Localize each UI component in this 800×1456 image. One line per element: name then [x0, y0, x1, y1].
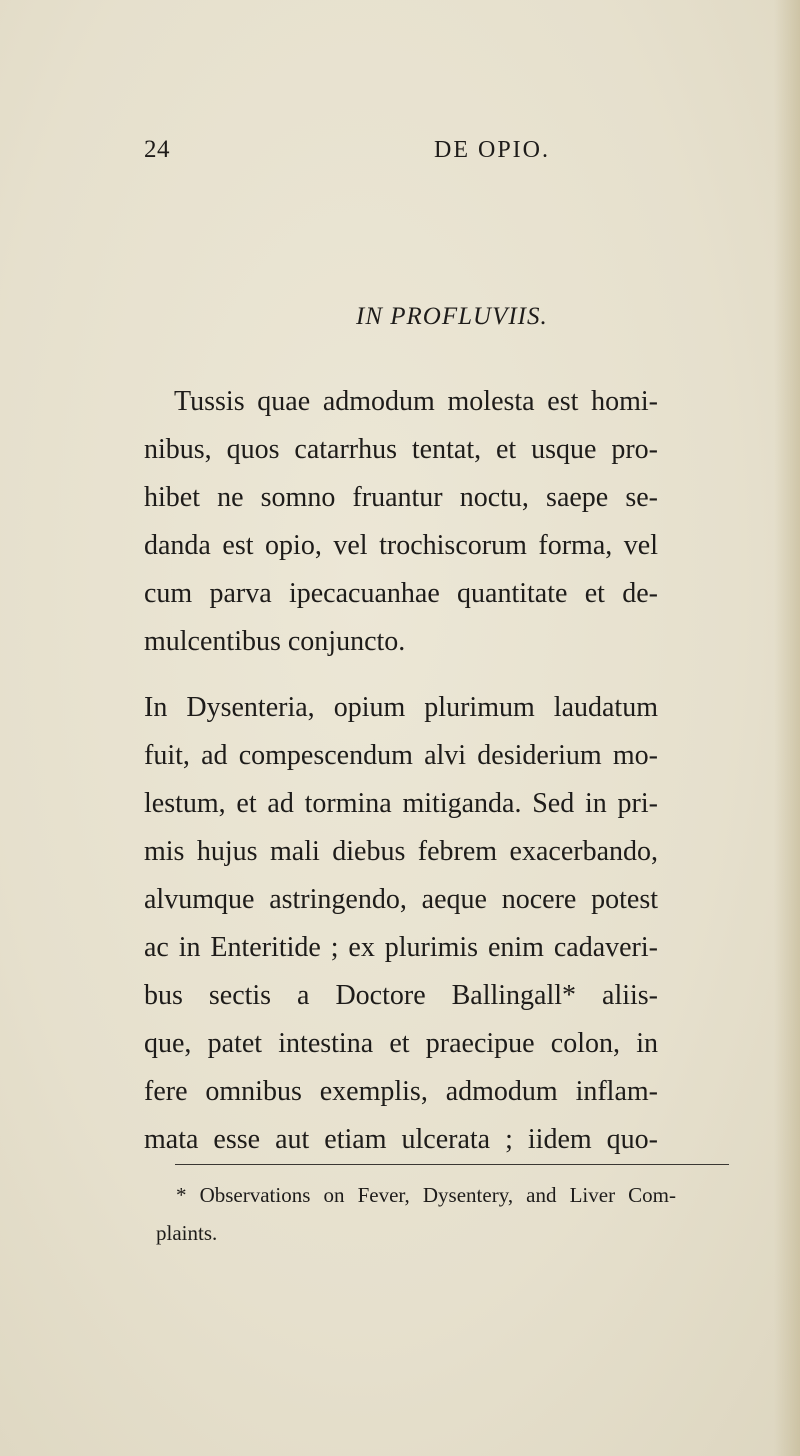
text-line: hibet ne somno fruantur noctu, saepe se- — [144, 482, 658, 513]
text-line: mulcentibus conjuncto. — [144, 626, 406, 657]
text-line: In Dysenteria, opium plurimum laudatum — [144, 692, 658, 723]
text-line: bus sectis a Doctore Ballingall* aliis- — [144, 980, 658, 1011]
text-line: danda est opio, vel trochiscorum forma, vel — [144, 530, 658, 561]
footnote-divider — [175, 1164, 729, 1165]
text-line: ac in Enteritide ; ex plurimis enim cadaveri- — [144, 932, 658, 963]
page-edge-shading — [774, 0, 800, 1456]
section-heading: IN PROFLUVIIS. — [356, 303, 548, 330]
text-line: Tussis quae admodum molesta est homi- — [174, 386, 658, 417]
footnote-line: * Observations on Fever, Dysentery, and Liver Com- — [176, 1183, 676, 1207]
running-title: DE OPIO. — [434, 137, 550, 163]
text-line: fere omnibus exemplis, admodum inflam- — [144, 1076, 658, 1107]
paragraph-tussis — [144, 378, 658, 666]
page-number: 24 — [144, 136, 170, 163]
text-line: fuit, ad compescendum alvi desiderium mo- — [144, 740, 658, 771]
footnote-line: plaints. — [156, 1221, 218, 1245]
text-line: lestum, et ad tormina mitiganda. Sed in pri- — [144, 788, 658, 819]
text-line: nibus, quos catarrhus tentat, et usque pro- — [144, 434, 658, 465]
text-line: mata esse aut etiam ulcerata ; iidem quo- — [144, 1124, 658, 1155]
text-line: que, patet intestina et praecipue colon, in — [144, 1028, 658, 1059]
footnote — [156, 1176, 676, 1252]
paragraph-dysenteria — [144, 684, 658, 1164]
text-line: cum parva ipecacuanhae quantitate et de- — [144, 578, 658, 609]
text-line: alvumque astringendo, aeque nocere potest — [144, 884, 658, 915]
text-line: mis hujus mali diebus febrem exacerbando, — [144, 836, 658, 867]
